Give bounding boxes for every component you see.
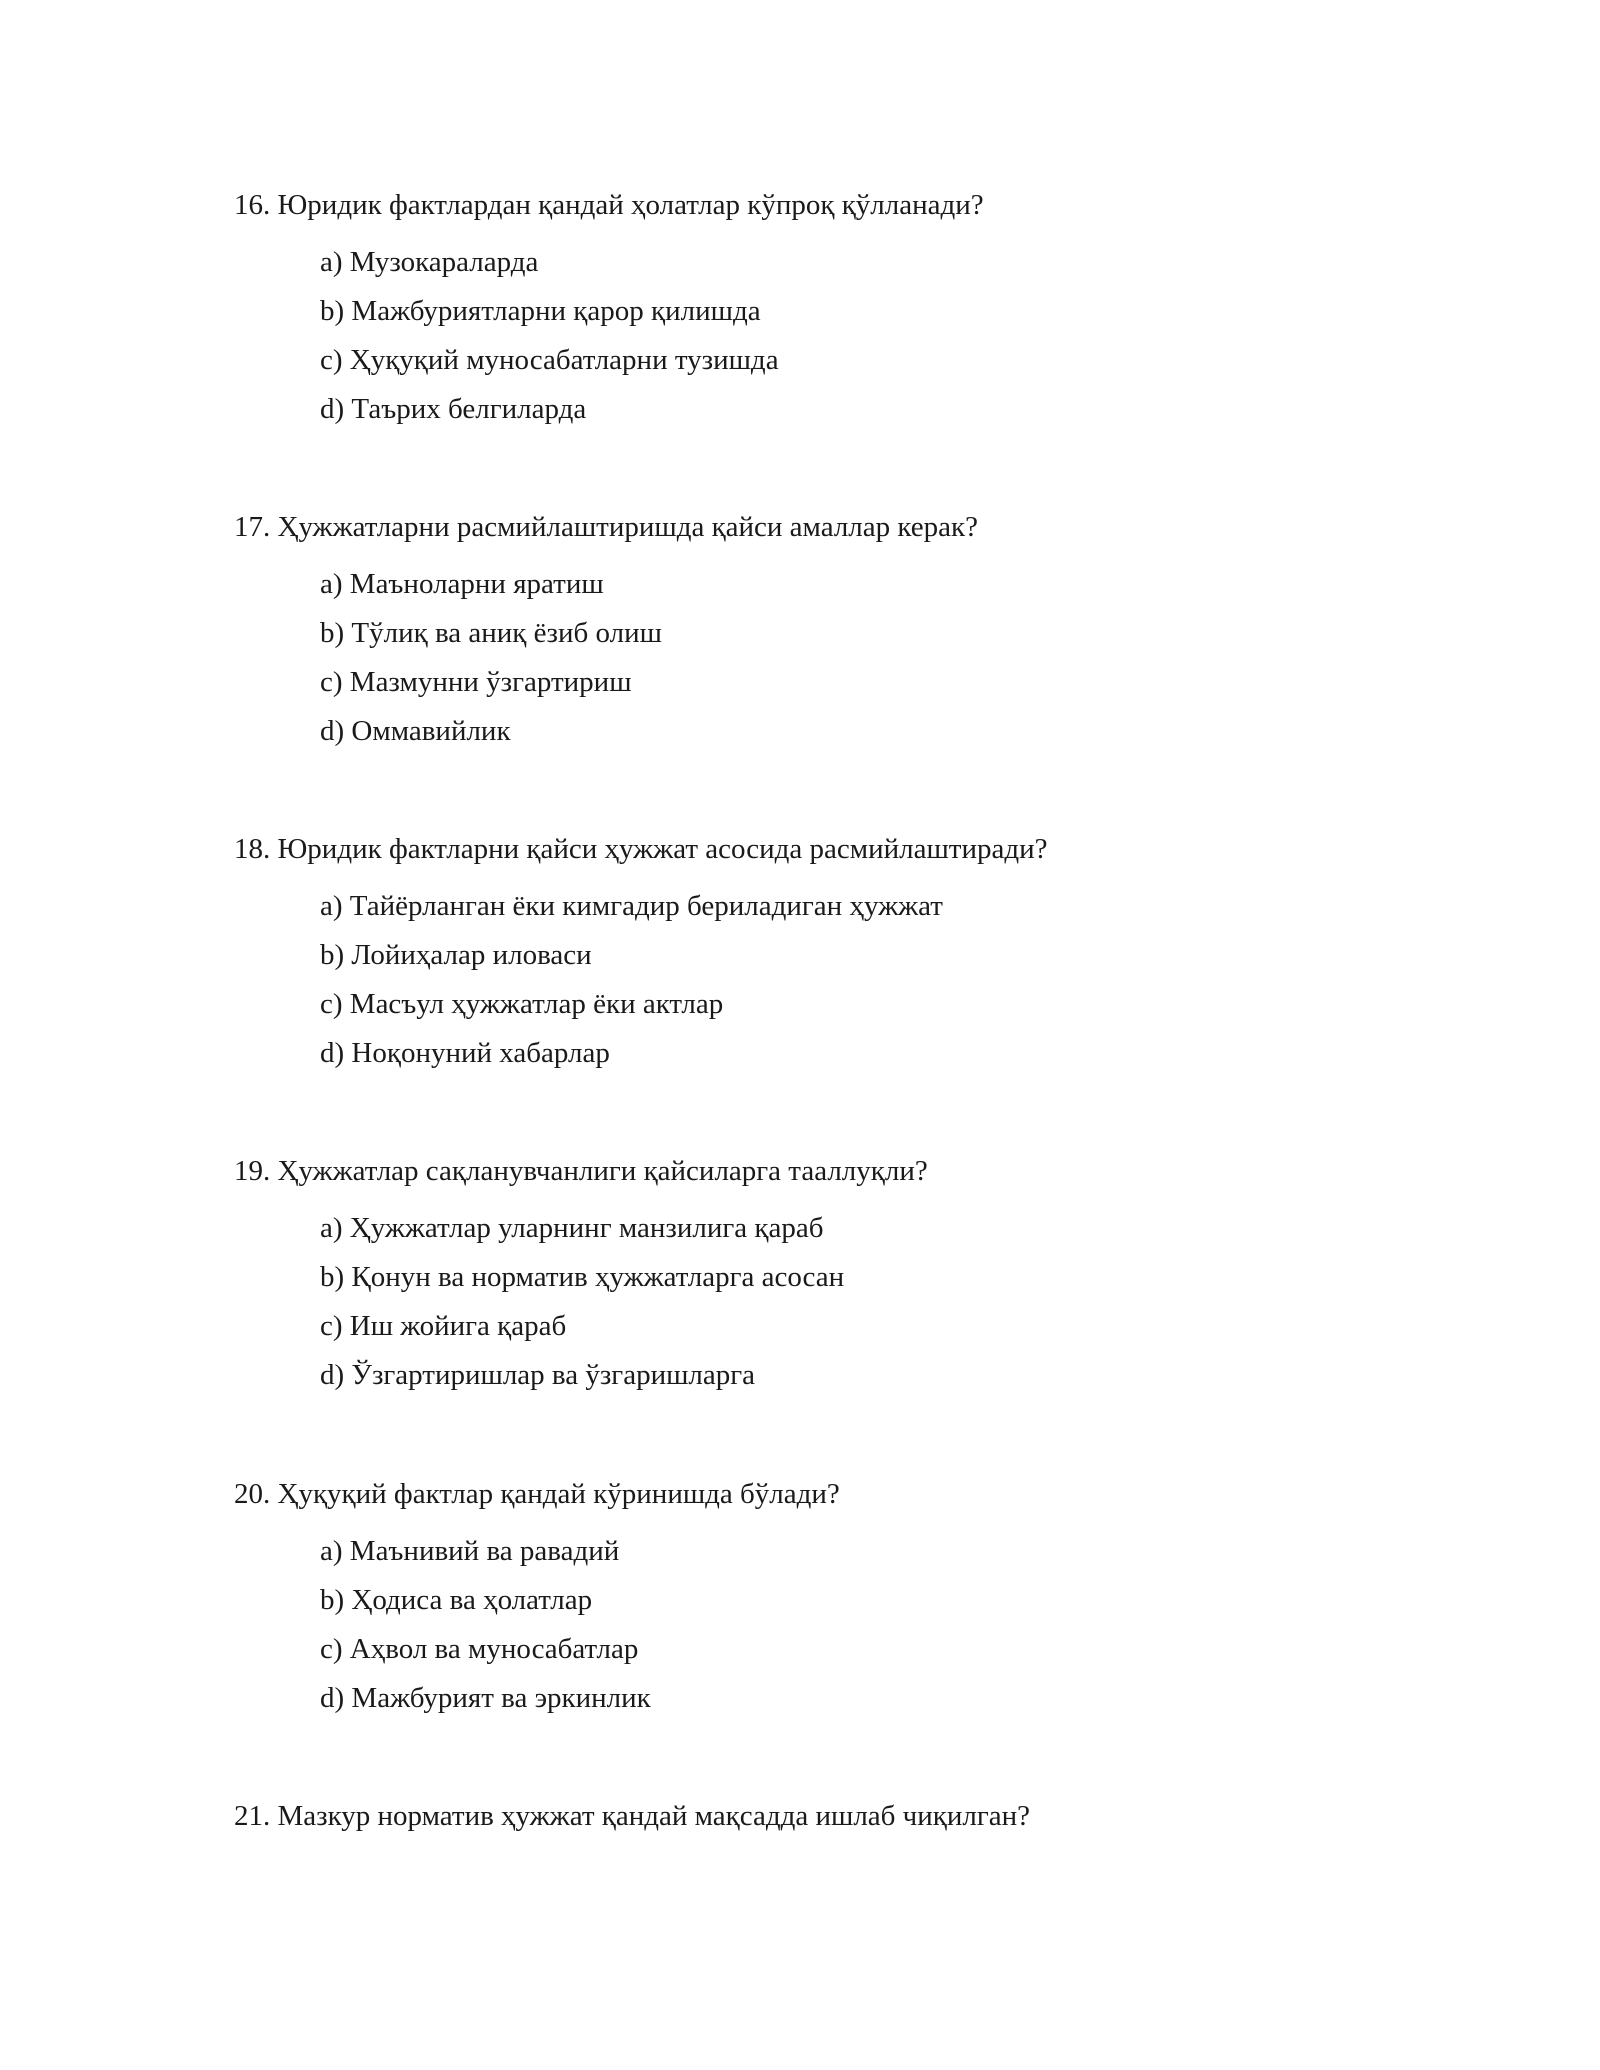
- option-d: d) Оммавийлик: [320, 715, 511, 747]
- option-c: c) Иш жойига қараб: [320, 1310, 567, 1342]
- options-list: [234, 888, 1434, 1071]
- options-list: [234, 566, 1434, 749]
- option-a: a) Музокараларда: [320, 246, 539, 278]
- option-c: c) Аҳвол ва муносабатлар: [320, 1633, 639, 1665]
- question-16: [234, 187, 1434, 427]
- option-c: c) Мазмунни ўзгартириш: [320, 666, 632, 698]
- question-18: [234, 831, 1434, 1071]
- option-b: b) Қонун ва норматив ҳужжатларга асосан: [320, 1261, 845, 1293]
- options-list: [234, 1533, 1434, 1716]
- question-19: [234, 1153, 1434, 1393]
- question-text: 21. Мазкур норматив ҳужжат қандай мақсадда ишлаб чиқилган?: [234, 1800, 1031, 1832]
- option-c: c) Ҳуқуқий муносабатларни тузишда: [320, 344, 779, 376]
- option-d: d) Ўзгартиришлар ва ўзгаришларга: [320, 1359, 756, 1391]
- option-d: d) Ноқонуний хабарлар: [320, 1037, 610, 1069]
- question-21: [234, 1798, 1434, 1834]
- option-b: b) Тўлиқ ва аниқ ёзиб олиш: [320, 617, 662, 649]
- question-20: [234, 1476, 1434, 1716]
- option-b: b) Лойиҳалар иловаси: [320, 939, 592, 971]
- question-text: 20. Ҳуқуқий фактлар қандай кўринишда бўлади?: [234, 1478, 840, 1510]
- option-a: a) Ҳужжатлар уларнинг манзилига қараб: [320, 1212, 824, 1244]
- option-d: d) Таърих белгиларда: [320, 393, 587, 425]
- option-d: d) Мажбурият ва эркинлик: [320, 1682, 651, 1714]
- option-a: a) Тайёрланган ёки кимгадир бериладиган ҳужжат: [320, 890, 943, 922]
- question-text: 19. Ҳужжатлар сақланувчанлиги қайсиларга тааллуқли?: [234, 1155, 928, 1187]
- question-text: 18. Юридик фактларни қайси ҳужжат асосида расмийлаштиради?: [234, 833, 1048, 865]
- option-a: a) Маъноларни яратиш: [320, 568, 604, 600]
- options-list: [234, 1210, 1434, 1393]
- question-text: 17. Ҳужжатларни расмийлаштиришда қайси амаллар керак?: [234, 511, 978, 543]
- option-c: c) Масъул ҳужжатлар ёки актлар: [320, 988, 724, 1020]
- option-b: b) Ҳодиса ва ҳолатлар: [320, 1584, 593, 1616]
- question-17: [234, 509, 1434, 749]
- options-list: [234, 244, 1434, 427]
- option-a: a) Маънивий ва равадий: [320, 1535, 620, 1567]
- question-text: 16. Юридик фактлардан қандай ҳолатлар кўпроқ қўлланади?: [234, 189, 984, 221]
- option-b: b) Мажбуриятларни қарор қилишда: [320, 295, 761, 327]
